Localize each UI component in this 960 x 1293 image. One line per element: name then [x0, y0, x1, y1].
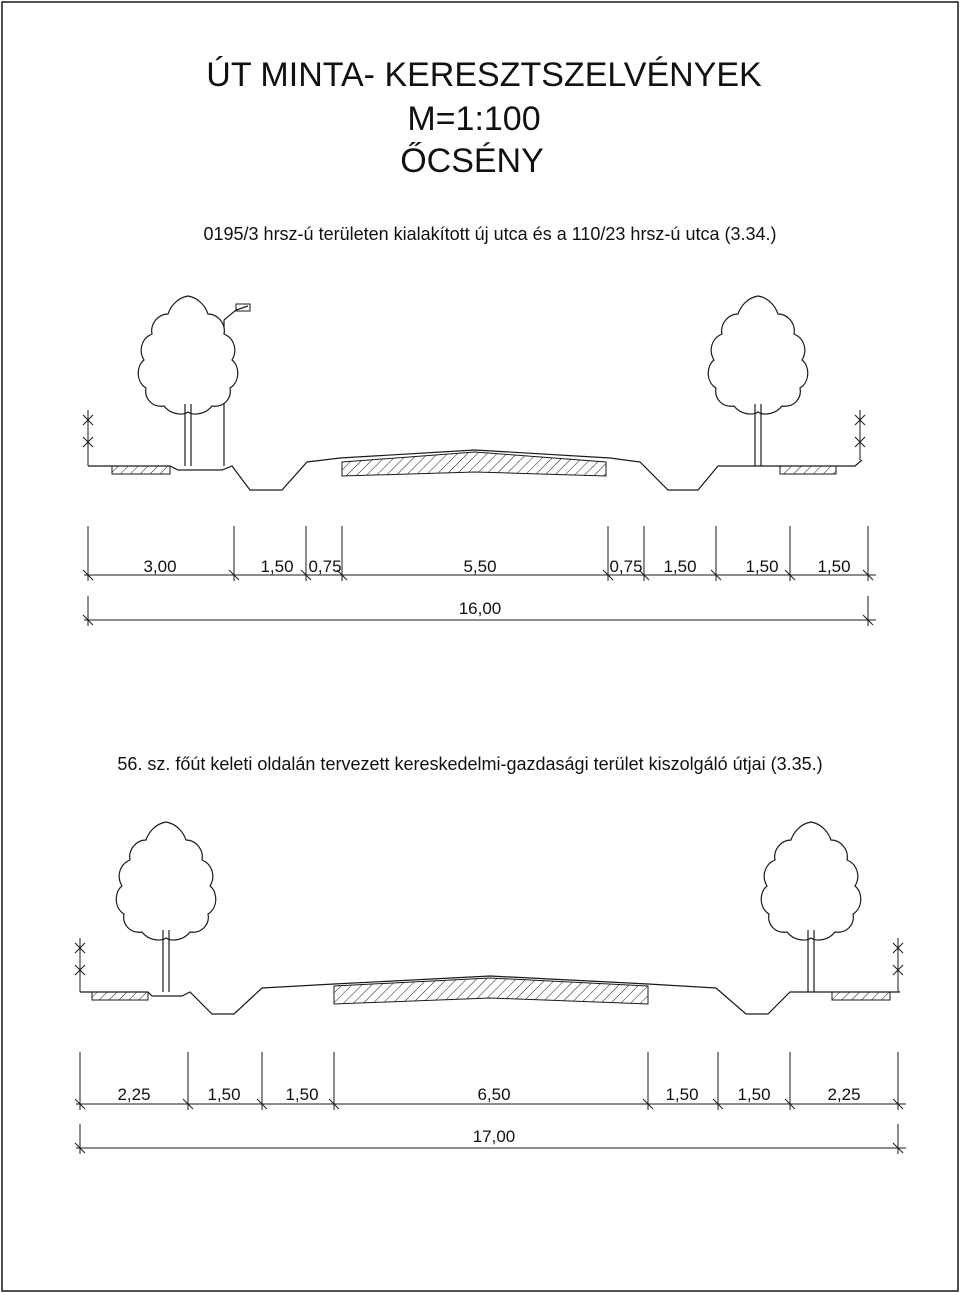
dim-label: 0,75 — [609, 557, 643, 576]
dim-label: 2,25 — [827, 1085, 861, 1104]
dim-label: 3,00 — [143, 557, 177, 576]
dim-label: 0,75 — [308, 557, 342, 576]
dim-total: 17,00 — [472, 1127, 516, 1146]
dim-label: 1,50 — [737, 1085, 771, 1104]
section1-dimension-chain — [83, 526, 876, 626]
boundary-marker-left — [75, 938, 85, 992]
section1-caption: 0195/3 hrsz-ú területen kialakított új utca és a 110/23 hrsz-ú utca (3.34.) — [203, 224, 777, 244]
sidewalk-right — [780, 466, 836, 474]
sidewalk-right — [832, 992, 890, 1000]
dim-label: 1,50 — [207, 1085, 241, 1104]
dim-label: 1,50 — [285, 1085, 319, 1104]
dim-label: 1,50 — [665, 1085, 699, 1104]
dim-label: 2,25 — [117, 1085, 151, 1104]
section2-caption: 56. sz. főút keleti oldalán tervezett kereskedelmi-gazdasági terület kiszolgáló útjai (3.35.) — [117, 754, 823, 774]
boundary-marker-right — [855, 410, 865, 460]
drawing-location: ŐCSÉNY — [400, 142, 544, 180]
drawing-title: ÚT MINTA- KERESZTSZELVÉNYEK — [206, 56, 762, 94]
dim-label: 5,50 — [463, 557, 497, 576]
dim-label: 6,50 — [477, 1085, 511, 1104]
sidewalk-left — [112, 466, 170, 474]
dim-label: 1,50 — [745, 557, 779, 576]
boundary-marker-left — [83, 410, 93, 466]
section2-profile — [75, 822, 903, 1014]
tree-icon — [708, 296, 808, 466]
tree-icon — [116, 822, 216, 992]
dim-label: 1,50 — [260, 557, 294, 576]
section1-profile — [83, 296, 865, 490]
drawing-scale: M=1:100 — [407, 100, 541, 138]
dim-label: 1,50 — [817, 557, 851, 576]
tree-icon — [138, 296, 238, 466]
section2-dimension-chain — [75, 1052, 906, 1154]
dim-total: 16,00 — [458, 599, 502, 618]
dim-label: 1,50 — [663, 557, 697, 576]
sidewalk-left — [92, 992, 148, 1000]
boundary-marker-right — [893, 938, 903, 992]
tree-icon — [761, 822, 861, 992]
